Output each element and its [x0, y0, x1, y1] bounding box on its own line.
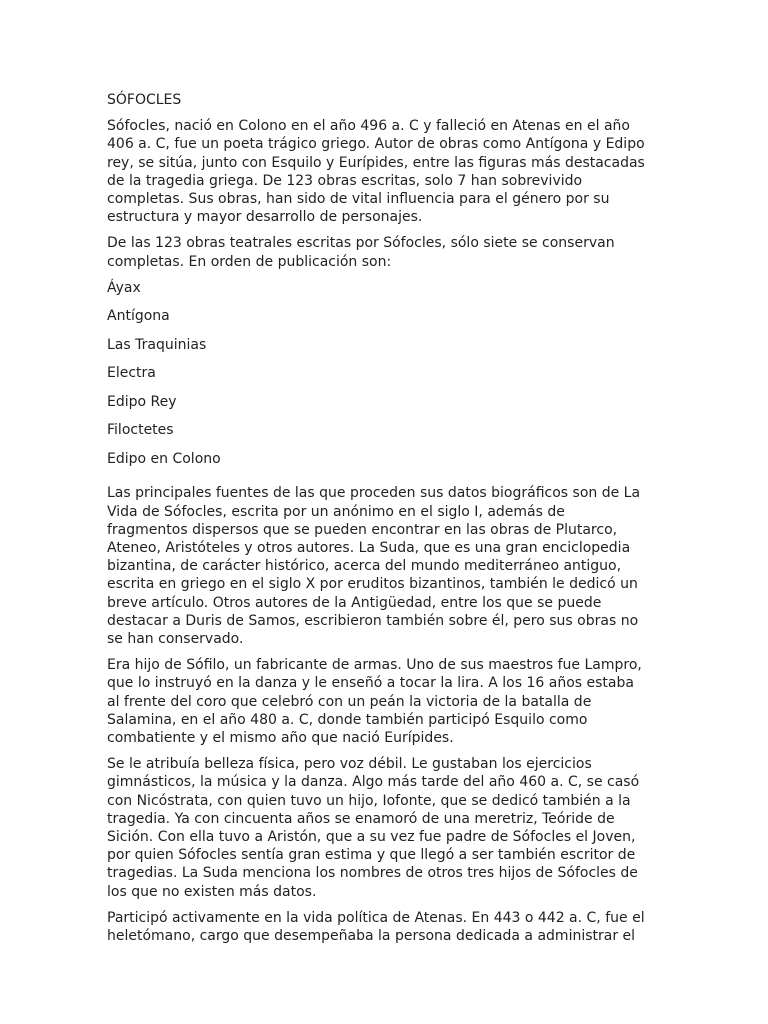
work-item-filoctetes: Filoctetes: [107, 422, 174, 439]
paragraph-politics: Participó activamente en la vida política de Atenas. En 443 o 442 a. C, fue el heletómano, cargo que desempeñaba la persona dedicada a administrar el: [107, 909, 645, 944]
paragraph-sources: Las principales fuentes de las que proceden sus datos biográficos son de La Vida de Sófocles, escrita por un anónimo en el siglo I, además de fragmentos dispersos que se pueden encontrar en las obras de Plutarco, Ateneo, Aristóteles y otros autores. La Suda, que es una gran enciclopedia bizantina, de carácter histórico, acerca del mundo mediterráneo antiguo, escrita en griego en el siglo X por eruditos bizantinos, también le dedicó un breve artículo. Otros autores de la Antigüedad, entre los que se puede destacar a Duris de Samos, escribieron también sobre él, pero sus obras no se han conservado.: [107, 485, 641, 647]
work-item-edipo-rey: Edipo Rey: [107, 393, 177, 410]
paragraph-personal-life: Se le atribuía belleza física, pero voz débil. Le gustaban los ejercicios gimnásticos, la música y la danza. Algo más tarde del año 460 a. C, se casó con Nicóstrata, con quien tuvo un hijo, Iofonte, que se dedicó también a la tragedia. Ya con cincuenta años se enamoró de una meretriz, Teóride de Sición. Con ella tuvo a Aristón, que a su vez fue padre de Sófocles el Joven, por quien Sófocles sentía gran estima y que llegó a ser también escritor de tragedias. La Suda menciona los nombres de otros tres hijos de Sófocles de los que no existen más datos.: [107, 756, 640, 900]
work-item-electra: Electra: [107, 365, 156, 382]
paragraph-intro: Sófocles, nació en Colono en el año 496 a. C y falleció en Atenas en el año 406 a. C, fue un poeta trágico griego. Autor de obras como Antígona y Edipo rey, se sitúa, junto con Esquilo y Eurípides, entre las figuras más destacadas de la tragedia griega. De 123 obras escritas, solo 7 han sobrevivido completas. Sus obras, han sido de vital influencia para el género por su estructura y mayor desarrollo de personajes.: [107, 118, 645, 226]
work-item-las-traquinias: Las Traquinias: [107, 336, 207, 353]
document-title: SÓFOCLES: [107, 92, 182, 108]
work-item-ayax: Áyax: [107, 279, 141, 296]
document-page: [107, 91, 647, 953]
works-list: [107, 279, 647, 479]
work-item-antigona: Antígona: [107, 308, 170, 325]
paragraph-early-life: Era hijo de Sófilo, un fabricante de armas. Uno de sus maestros fue Lampro, que lo instruyó en la danza y le enseñó a tocar la lira. A los 16 años estaba al frente del coro que celebró con un peán la victoria de la batalla de Salamina, en el año 480 a. C, donde también participó Esquilo como combatiente y el mismo año que nació Eurípides.: [107, 657, 642, 746]
paragraph-works-intro: De las 123 obras teatrales escritas por Sófocles, sólo siete se conservan completas. En orden de publicación son:: [107, 235, 615, 270]
work-item-edipo-en-colono: Edipo en Colono: [107, 450, 221, 467]
